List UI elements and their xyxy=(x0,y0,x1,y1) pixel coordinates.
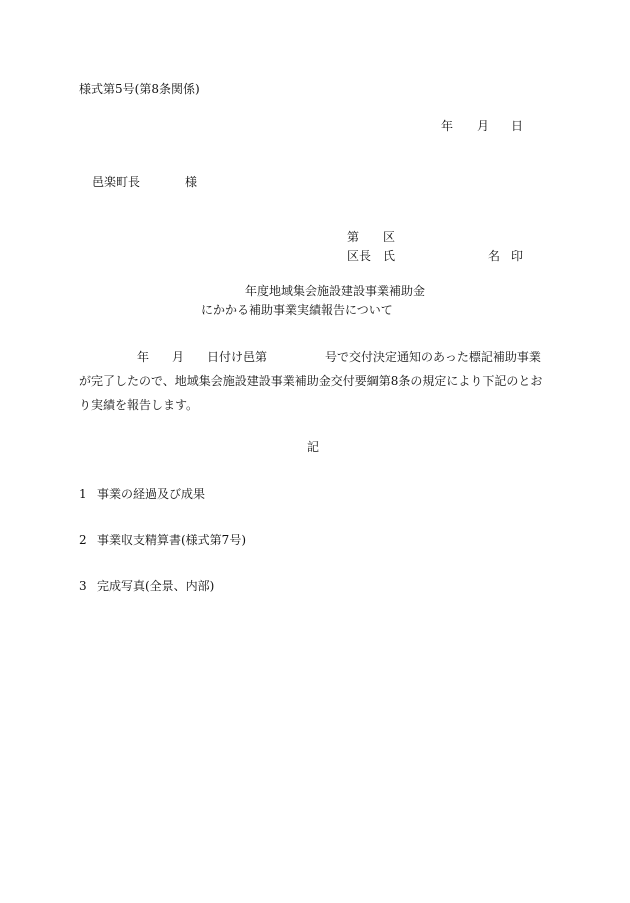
role-label: 区長 氏 xyxy=(347,249,396,263)
list-item-text: 事業収支精算書(様式第7号) xyxy=(97,533,246,547)
district-prefix: 第 xyxy=(347,230,360,244)
district-suffix: 区 xyxy=(383,230,396,244)
body-year-label: 年 xyxy=(137,350,150,364)
date-day-label: 日 xyxy=(511,119,524,133)
title-line-2: にかかる補助事業実績報告について xyxy=(201,303,393,317)
date-month-label: 月 xyxy=(477,119,490,133)
body-date-suffix: 日付け邑第 xyxy=(207,350,268,364)
list-item-number: 3 xyxy=(79,579,87,593)
body-text: 号で交付決定通知のあった標記補助事業が完了したので、地域集会施設建設事業補助金交付要綱第8条の規定により下記のとおり実績を報告します。 xyxy=(79,350,543,412)
list-item-text: 完成写真(全景、内部) xyxy=(97,579,215,593)
title-line-1: 年度地域集会施設建設事業補助金 xyxy=(245,284,426,298)
body-paragraph xyxy=(79,345,549,417)
date-year-label: 年 xyxy=(441,119,454,133)
addressee-name: 邑楽町長 xyxy=(92,175,141,189)
form-label: 様式第5号(第8条関係) xyxy=(79,82,200,96)
ki-label: 記 xyxy=(307,440,320,454)
seal-label: 印 xyxy=(511,249,524,263)
body-month-label: 月 xyxy=(172,350,185,364)
addressee-honorific: 様 xyxy=(185,175,198,189)
list-item-number: 2 xyxy=(79,533,87,547)
list-item-text: 事業の経過及び成果 xyxy=(97,487,206,501)
name-label: 名 xyxy=(488,249,501,263)
list-item-number: 1 xyxy=(79,487,87,501)
